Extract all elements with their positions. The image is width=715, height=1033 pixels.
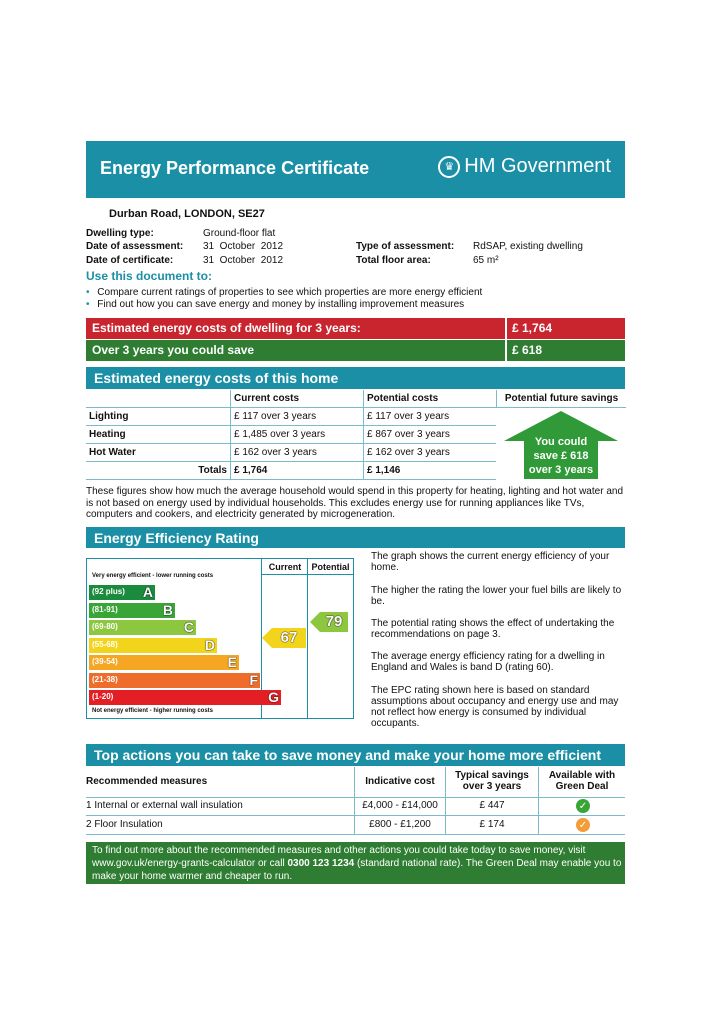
band-range: (81-91)	[92, 604, 118, 614]
rating-heading-bar	[86, 527, 625, 548]
measure-cost: £800 - £1,200	[369, 819, 431, 830]
table-row	[86, 444, 496, 462]
address: Durban Road, LONDON, SE27	[109, 208, 265, 220]
save-label: Over 3 years you could save	[92, 343, 255, 357]
band-range: (92 plus)	[92, 587, 125, 596]
col-green-deal	[539, 770, 625, 792]
dwelling-type: Ground-floor flat	[203, 228, 276, 239]
government-brand	[438, 155, 611, 178]
rating-col-potential: Potential	[311, 562, 350, 572]
rating-paragraph: The EPC rating shown here is based on standard assumptions about occupancy and energy use and may not reflect how energy is consumed by individual occupants.	[371, 685, 619, 729]
footer-line: make your home warmer and cheaper to run.	[92, 871, 293, 882]
totals-row	[86, 462, 496, 480]
arrow-line: over 3 years	[528, 464, 594, 476]
dwelling-type-label: Dwelling type:	[86, 228, 154, 239]
band-letter: B	[162, 601, 173, 618]
floor-area-label: Total floor area:	[356, 255, 431, 266]
measure-cost: £4,000 - £14,000	[362, 800, 438, 811]
row-current: £ 1,485 over 3 years	[231, 426, 364, 444]
band-range: (21-38)	[92, 674, 118, 684]
check-icon: ✓	[576, 818, 590, 832]
rating-paragraph: The average energy efficiency rating for a dwelling in England and Wales is band D (rating 60).	[371, 651, 605, 673]
row-potential: £ 162 over 3 years	[364, 444, 497, 462]
save-bar	[86, 340, 625, 361]
brand-name: HM Government	[464, 155, 611, 177]
bar-divider	[505, 318, 507, 339]
band-letter: E	[227, 654, 237, 670]
floor-area: 65 m²	[473, 255, 499, 266]
footer-line: To find out more about the recommended measures and other actions you could take today to save money, visit	[92, 845, 586, 856]
measure-saving: £ 447	[479, 800, 505, 811]
band-letter: G	[268, 689, 279, 705]
row-current: £ 162 over 3 years	[231, 444, 364, 462]
band-range: (69-80)	[92, 622, 118, 631]
band-letter: F	[249, 671, 258, 688]
col-divider	[538, 797, 539, 815]
col-typical-savings-line: Typical savings	[455, 770, 529, 781]
band-range: (1-20)	[92, 692, 114, 701]
band-letter: D	[204, 636, 215, 653]
potential-rating-value: 79	[325, 613, 343, 630]
table-header-row	[86, 390, 496, 408]
assessment-type: RdSAP, existing dwelling	[473, 241, 583, 252]
check-icon: ✓	[576, 799, 590, 813]
footer-text: (standard national rate). The Green Deal may enable you to	[354, 858, 622, 869]
phone-number[interactable]: 0300 123 1234	[287, 858, 355, 869]
arrow-line: You could	[534, 436, 588, 448]
certificate-date-label: Date of certificate:	[86, 255, 174, 266]
footer-line	[86, 857, 625, 870]
crest-icon: ♛	[438, 156, 460, 178]
assessment-date: 31 October 2012	[203, 241, 284, 252]
rating-band-c	[89, 620, 196, 635]
band-letter: A	[142, 584, 153, 600]
table-row	[86, 797, 625, 816]
totals-current: £ 1,764	[231, 462, 364, 480]
rating-band-d	[89, 638, 217, 653]
estimated-cost-value: £ 1,764	[512, 321, 553, 335]
col-divider	[538, 816, 539, 834]
col-typical-savings	[446, 770, 538, 792]
use-bullet-text: Compare current ratings of properties to see which properties are more energy efficient	[97, 287, 483, 298]
col-future-savings: Potential future savings	[496, 390, 626, 408]
measure-saving: £ 174	[479, 819, 505, 830]
green-deal-footer	[86, 842, 625, 884]
rating-paragraph: The potential rating shows the effect of undertaking the recommendations on page 3.	[371, 618, 615, 640]
band-letter: C	[183, 619, 194, 635]
row-name: Hot Water	[86, 444, 231, 462]
estimated-cost-label: Estimated energy costs of dwelling for 3 years:	[92, 321, 361, 335]
totals-label: Totals	[86, 462, 231, 480]
rating-col-current: Current	[268, 562, 302, 572]
rating-band-e	[89, 655, 239, 670]
assessment-type-label: Type of assessment:	[356, 241, 455, 252]
use-document-heading: Use this document to:	[86, 269, 213, 283]
rating-band-b	[89, 603, 175, 618]
assessment-date-label: Date of assessment:	[86, 241, 184, 252]
table-row	[86, 426, 496, 444]
bullet-icon: •	[86, 299, 90, 310]
col-green-deal-line: Available with	[548, 770, 616, 781]
row-potential: £ 867 over 3 years	[364, 426, 497, 444]
rating-bottom-caption: Not energy efficient - higher running costs	[92, 708, 214, 714]
certificate-date: 31 October 2012	[203, 255, 284, 266]
actions-heading-bar	[86, 744, 625, 766]
page-title: Energy Performance Certificate	[100, 158, 370, 178]
rating-band-g	[89, 690, 281, 705]
certificate-header	[86, 141, 625, 198]
actions-header-row	[86, 767, 625, 798]
rating-paragraph: The graph shows the current energy efficiency of your home.	[371, 551, 610, 573]
use-bullet-text: Find out how you can save energy and money by installing improvement measures	[97, 299, 465, 310]
actions-heading: Top actions you can take to save money and make your home more efficient	[94, 747, 601, 763]
rating-top-caption: Very energy efficient - lower running costs	[92, 573, 214, 579]
col-typical-savings-line: over 3 years	[462, 781, 522, 792]
costs-heading: Estimated energy costs of this home	[94, 370, 339, 386]
row-potential: £ 117 over 3 years	[364, 408, 497, 426]
estimated-cost-bar	[86, 318, 625, 339]
grants-calculator-link[interactable]: www.gov.uk/energy-grants-calculator or call	[92, 858, 288, 869]
bar-divider	[505, 340, 507, 361]
chart-divider	[261, 574, 353, 575]
rating-heading: Energy Efficiency Rating	[94, 530, 259, 546]
col-indicative-cost: Indicative cost	[365, 776, 435, 787]
band-range: (39-54)	[92, 657, 118, 666]
current-rating-value: 67	[280, 629, 298, 646]
col-potential-costs: Potential costs	[364, 390, 497, 408]
use-bullet-1	[86, 287, 482, 298]
costs-table	[86, 390, 496, 480]
col-current-costs: Current costs	[231, 390, 364, 408]
costs-note: These figures show how much the average household would spend in this property for heating, lighting and hot water and is not based on energy used by individual households. This excludes energy use for running appliances like TVs, computers and cookers, and electricity generated by microgeneration.	[86, 486, 624, 520]
row-current: £ 117 over 3 years	[231, 408, 364, 426]
row-name: Lighting	[86, 408, 231, 426]
savings-arrow-text	[500, 435, 622, 477]
measure-name: 1 Internal or external wall insulation	[86, 800, 243, 811]
arrow-line: save £ 618	[533, 450, 589, 462]
costs-heading-bar	[86, 367, 625, 389]
totals-potential: £ 1,146	[364, 462, 497, 480]
row-name: Heating	[86, 426, 231, 444]
measure-name: 2 Floor Insulation	[86, 819, 163, 830]
band-range: (55-68)	[92, 639, 118, 649]
table-row	[86, 408, 496, 426]
use-bullet-2	[86, 299, 464, 310]
rating-paragraph: The higher the rating the lower your fuel bills are likely to be.	[371, 585, 622, 607]
save-value: £ 618	[512, 343, 543, 357]
table-row	[86, 816, 625, 835]
col-recommended-measures: Recommended measures	[86, 776, 208, 787]
rating-band-a	[89, 585, 155, 600]
rating-band-f	[89, 673, 260, 688]
col-green-deal-line: Green Deal	[555, 781, 609, 792]
bullet-icon: •	[86, 287, 90, 298]
